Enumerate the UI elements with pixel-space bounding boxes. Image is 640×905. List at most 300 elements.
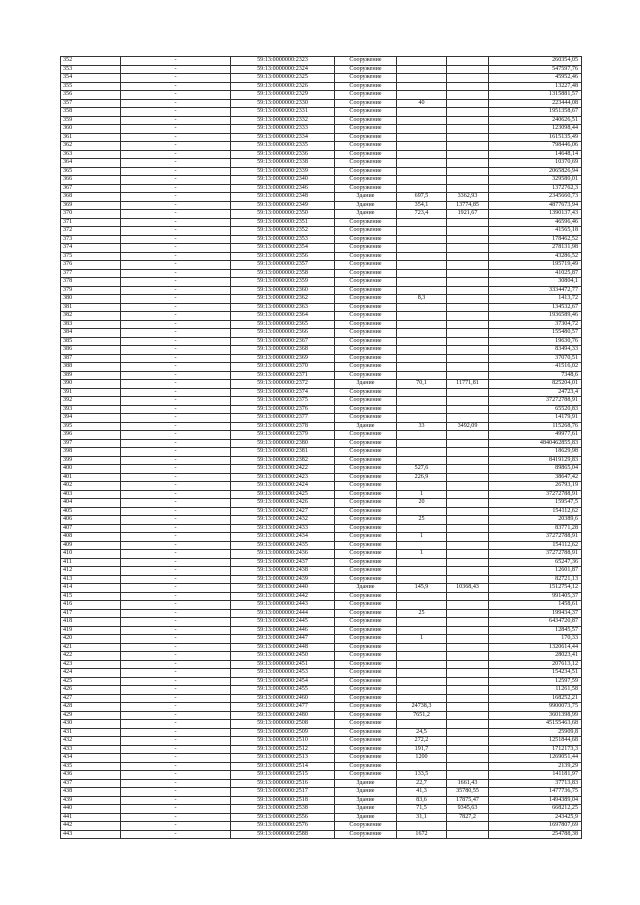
row-number: 386 [61, 346, 121, 355]
unit-cost-value [447, 541, 489, 550]
row-dash: - [121, 805, 231, 814]
unit-cost-value [447, 703, 489, 712]
area-value [397, 65, 447, 74]
unit-cost-value [447, 414, 489, 423]
row-number: 378 [61, 278, 121, 287]
cadastral-value: 83771,28 [489, 524, 582, 533]
row-dash: - [121, 405, 231, 414]
table-row [61, 507, 582, 516]
object-type: Сооружение [335, 830, 397, 839]
row-dash: - [121, 278, 231, 287]
area-value [397, 541, 447, 550]
row-number: 371 [61, 218, 121, 227]
table-row [61, 669, 582, 678]
object-type: Сооружение [335, 516, 397, 525]
cadastral-number: 59:13:0000000:2339 [231, 167, 335, 176]
cadastral-number: 59:13:0000000:2432 [231, 516, 335, 525]
cadastral-value: 89865,04 [489, 465, 582, 474]
row-dash: - [121, 609, 231, 618]
row-number: 392 [61, 397, 121, 406]
table-row [61, 65, 582, 74]
table-row [61, 108, 582, 117]
area-value [397, 57, 447, 66]
cadastral-value: 2139,29 [489, 762, 582, 771]
area-value [397, 482, 447, 491]
area-value [397, 303, 447, 312]
table-row [61, 626, 582, 635]
object-type: Сооружение [335, 720, 397, 729]
unit-cost-value [447, 473, 489, 482]
object-type: Здание [335, 422, 397, 431]
cadastral-value: 1269051,44 [489, 754, 582, 763]
cadastral-number: 59:13:0000000:2445 [231, 618, 335, 627]
cadastral-number: 59:13:0000000:2346 [231, 184, 335, 193]
cadastral-number: 59:13:0000000:2508 [231, 720, 335, 729]
area-value [397, 371, 447, 380]
area-value [397, 618, 447, 627]
row-number: 418 [61, 618, 121, 627]
row-dash: - [121, 601, 231, 610]
cadastral-value: 3601398,99 [489, 711, 582, 720]
row-dash: - [121, 720, 231, 729]
unit-cost-value [447, 643, 489, 652]
cadastral-number: 59:13:0000000:2512 [231, 745, 335, 754]
unit-cost-value [447, 635, 489, 644]
unit-cost-value: 17875,47 [447, 796, 489, 805]
row-number: 396 [61, 431, 121, 440]
unit-cost-value [447, 490, 489, 499]
cadastral-value: 1477736,75 [489, 788, 582, 797]
unit-cost-value [447, 465, 489, 474]
cadastral-number: 59:13:0000000:2353 [231, 235, 335, 244]
table-row [61, 813, 582, 822]
unit-cost-value [447, 609, 489, 618]
row-number: 391 [61, 388, 121, 397]
area-value: 133,5 [397, 771, 447, 780]
cadastral-value: 991405,37 [489, 592, 582, 601]
area-value: 24,5 [397, 728, 447, 737]
row-dash: - [121, 227, 231, 236]
area-value: 70,1 [397, 380, 447, 389]
unit-cost-value [447, 754, 489, 763]
table-row [61, 728, 582, 737]
object-type: Здание [335, 805, 397, 814]
table-row [61, 82, 582, 91]
row-dash: - [121, 431, 231, 440]
row-number: 355 [61, 82, 121, 91]
row-number: 420 [61, 635, 121, 644]
row-dash: - [121, 465, 231, 474]
cadastral-table [60, 56, 582, 839]
area-value: 20 [397, 499, 447, 508]
object-type: Сооружение [335, 652, 397, 661]
object-type: Сооружение [335, 371, 397, 380]
object-type: Сооружение [335, 507, 397, 516]
row-number: 397 [61, 439, 121, 448]
row-number: 411 [61, 558, 121, 567]
cadastral-number: 59:13:0000000:2351 [231, 218, 335, 227]
object-type: Сооружение [335, 184, 397, 193]
row-dash: - [121, 830, 231, 839]
object-type: Сооружение [335, 448, 397, 457]
row-number: 407 [61, 524, 121, 533]
row-dash: - [121, 337, 231, 346]
table-row [61, 431, 582, 440]
cadastral-value: 254788,38 [489, 830, 582, 839]
row-number: 359 [61, 116, 121, 125]
area-value [397, 167, 447, 176]
row-dash: - [121, 584, 231, 593]
cadastral-number: 59:13:0000000:2357 [231, 261, 335, 270]
row-number: 416 [61, 601, 121, 610]
object-type: Сооружение [335, 227, 397, 236]
cadastral-value: 243425,9 [489, 813, 582, 822]
cadastral-value: 11261,58 [489, 686, 582, 695]
cadastral-number: 59:13:0000000:2333 [231, 125, 335, 134]
area-value [397, 439, 447, 448]
object-type: Сооружение [335, 159, 397, 168]
row-dash: - [121, 499, 231, 508]
cadastral-value: 1413,72 [489, 295, 582, 304]
cadastral-number: 59:13:0000000:2323 [231, 57, 335, 66]
unit-cost-value [447, 82, 489, 91]
object-type: Сооружение [335, 592, 397, 601]
area-value [397, 431, 447, 440]
area-value: 723,4 [397, 210, 447, 219]
unit-cost-value [447, 677, 489, 686]
cadastral-number: 59:13:0000000:2451 [231, 660, 335, 669]
unit-cost-value [447, 235, 489, 244]
object-type: Здание [335, 796, 397, 805]
object-type: Сооружение [335, 550, 397, 559]
row-dash: - [121, 771, 231, 780]
area-value: 1200 [397, 754, 447, 763]
row-number: 425 [61, 677, 121, 686]
cadastral-value: 1372762,3 [489, 184, 582, 193]
cadastral-number: 59:13:0000000:2515 [231, 771, 335, 780]
row-number: 421 [61, 643, 121, 652]
row-number: 430 [61, 720, 121, 729]
row-dash: - [121, 82, 231, 91]
unit-cost-value [447, 278, 489, 287]
cadastral-value: 14648,14 [489, 150, 582, 159]
cadastral-value: 12601,87 [489, 567, 582, 576]
table-row [61, 788, 582, 797]
unit-cost-value [447, 320, 489, 329]
table-row [61, 227, 582, 236]
cadastral-value: 1315881,57 [489, 91, 582, 100]
object-type: Сооружение [335, 133, 397, 142]
cadastral-number: 59:13:0000000:2454 [231, 677, 335, 686]
cadastral-value: 798446,06 [489, 142, 582, 151]
area-value: 1 [397, 490, 447, 499]
cadastral-number: 59:13:0000000:2334 [231, 133, 335, 142]
object-type: Сооружение [335, 686, 397, 695]
row-dash: - [121, 363, 231, 372]
row-number: 415 [61, 592, 121, 601]
cadastral-number: 59:13:0000000:2518 [231, 796, 335, 805]
row-dash: - [121, 295, 231, 304]
area-value [397, 677, 447, 686]
table-row [61, 346, 582, 355]
table-row [61, 796, 582, 805]
cadastral-value: 82721,13 [489, 575, 582, 584]
area-value: 226,9 [397, 473, 447, 482]
object-type: Сооружение [335, 728, 397, 737]
row-number: 380 [61, 295, 121, 304]
cadastral-value: 155480,57 [489, 329, 582, 338]
table-row [61, 703, 582, 712]
table-row [61, 261, 582, 270]
row-number: 390 [61, 380, 121, 389]
cadastral-number: 59:13:0000000:2438 [231, 567, 335, 576]
cadastral-value: 159547,5 [489, 499, 582, 508]
unit-cost-value [447, 720, 489, 729]
row-number: 366 [61, 176, 121, 185]
cadastral-value: 24723,4 [489, 388, 582, 397]
table-row [61, 184, 582, 193]
area-value [397, 686, 447, 695]
unit-cost-value [447, 57, 489, 66]
cadastral-value: 45155463,68 [489, 720, 582, 729]
row-dash: - [121, 235, 231, 244]
table-row [61, 660, 582, 669]
object-type: Сооружение [335, 125, 397, 134]
row-dash: - [121, 516, 231, 525]
area-value [397, 575, 447, 584]
object-type: Сооружение [335, 244, 397, 253]
area-value [397, 150, 447, 159]
cadastral-number: 59:13:0000000:2329 [231, 91, 335, 100]
object-type: Сооружение [335, 524, 397, 533]
table-row [61, 490, 582, 499]
table-row [61, 448, 582, 457]
object-type: Сооружение [335, 677, 397, 686]
table-row [61, 762, 582, 771]
unit-cost-value [447, 745, 489, 754]
cadastral-number: 59:13:0000000:2588 [231, 830, 335, 839]
cadastral-value: 28023,41 [489, 652, 582, 661]
table-row [61, 142, 582, 151]
cadastral-value: 7348,6 [489, 371, 582, 380]
object-type: Сооружение [335, 320, 397, 329]
unit-cost-value [447, 822, 489, 831]
cadastral-value: 49977,61 [489, 431, 582, 440]
row-number: 434 [61, 754, 121, 763]
row-number: 442 [61, 822, 121, 831]
cadastral-number: 59:13:0000000:2516 [231, 779, 335, 788]
object-type: Сооружение [335, 286, 397, 295]
row-dash: - [121, 74, 231, 83]
row-dash: - [121, 91, 231, 100]
row-dash: - [121, 99, 231, 108]
cadastral-number: 59:13:0000000:2331 [231, 108, 335, 117]
area-value [397, 567, 447, 576]
cadastral-number: 59:13:0000000:2379 [231, 431, 335, 440]
object-type: Сооружение [335, 354, 397, 363]
object-type: Сооружение [335, 465, 397, 474]
unit-cost-value [447, 439, 489, 448]
cadastral-number: 59:13:0000000:2349 [231, 201, 335, 210]
row-dash: - [121, 252, 231, 261]
table-row [61, 218, 582, 227]
row-number: 432 [61, 737, 121, 746]
unit-cost-value [447, 567, 489, 576]
table-row [61, 822, 582, 831]
object-type: Сооружение [335, 269, 397, 278]
row-dash: - [121, 142, 231, 151]
cadastral-value: 134532,67 [489, 303, 582, 312]
area-value [397, 694, 447, 703]
row-number: 376 [61, 261, 121, 270]
cadastral-value: 20389,6 [489, 516, 582, 525]
unit-cost-value [447, 303, 489, 312]
cadastral-number: 59:13:0000000:2460 [231, 694, 335, 703]
area-value: 697,5 [397, 193, 447, 202]
table-row [61, 329, 582, 338]
row-number: 440 [61, 805, 121, 814]
table-row [61, 295, 582, 304]
row-dash: - [121, 167, 231, 176]
cadastral-number: 59:13:0000000:2352 [231, 227, 335, 236]
unit-cost-value [447, 116, 489, 125]
cadastral-value: 9900073,75 [489, 703, 582, 712]
area-value [397, 660, 447, 669]
unit-cost-value: 7827,2 [447, 813, 489, 822]
unit-cost-value [447, 533, 489, 542]
unit-cost-value [447, 371, 489, 380]
table-row [61, 354, 582, 363]
row-dash: - [121, 116, 231, 125]
cadastral-number: 59:13:0000000:2376 [231, 405, 335, 414]
table-row [61, 286, 582, 295]
row-dash: - [121, 779, 231, 788]
row-dash: - [121, 65, 231, 74]
cadastral-number: 59:13:0000000:2367 [231, 337, 335, 346]
table-row [61, 167, 582, 176]
row-number: 437 [61, 779, 121, 788]
cadastral-number: 59:13:0000000:2455 [231, 686, 335, 695]
area-value [397, 669, 447, 678]
area-value [397, 822, 447, 831]
cadastral-number: 59:13:0000000:2443 [231, 601, 335, 610]
unit-cost-value [447, 261, 489, 270]
cadastral-number: 59:13:0000000:2362 [231, 295, 335, 304]
unit-cost-value [447, 295, 489, 304]
table-row [61, 244, 582, 253]
cadastral-value: 3334472,77 [489, 286, 582, 295]
object-type: Сооружение [335, 660, 397, 669]
cadastral-value: 223444,08 [489, 99, 582, 108]
area-value [397, 329, 447, 338]
table-row [61, 414, 582, 423]
row-dash: - [121, 133, 231, 142]
area-value [397, 286, 447, 295]
table-row [61, 550, 582, 559]
cadastral-value: 37272788,91 [489, 397, 582, 406]
cadastral-value: 10370,69 [489, 159, 582, 168]
area-value [397, 218, 447, 227]
area-value [397, 388, 447, 397]
object-type: Сооружение [335, 176, 397, 185]
cadastral-number: 59:13:0000000:2350 [231, 210, 335, 219]
table-row [61, 541, 582, 550]
row-dash: - [121, 567, 231, 576]
cadastral-value: 154112,62 [489, 507, 582, 516]
area-value: 41,3 [397, 788, 447, 797]
cadastral-value: 825204,01 [489, 380, 582, 389]
cadastral-number: 59:13:0000000:2381 [231, 448, 335, 457]
row-dash: - [121, 201, 231, 210]
object-type: Сооружение [335, 490, 397, 499]
unit-cost-value [447, 652, 489, 661]
area-value [397, 244, 447, 253]
object-type: Сооружение [335, 91, 397, 100]
table-row [61, 711, 582, 720]
row-number: 427 [61, 694, 121, 703]
row-dash: - [121, 626, 231, 635]
row-number: 409 [61, 541, 121, 550]
row-dash: - [121, 388, 231, 397]
area-value [397, 414, 447, 423]
area-value [397, 397, 447, 406]
table-row [61, 320, 582, 329]
row-dash: - [121, 703, 231, 712]
row-number: 361 [61, 133, 121, 142]
unit-cost-value [447, 142, 489, 151]
table-row [61, 575, 582, 584]
row-number: 412 [61, 567, 121, 576]
object-type: Сооружение [335, 558, 397, 567]
object-type: Сооружение [335, 346, 397, 355]
table-row [61, 652, 582, 661]
area-value: 8,3 [397, 295, 447, 304]
object-type: Сооружение [335, 167, 397, 176]
area-value [397, 184, 447, 193]
area-value [397, 116, 447, 125]
area-value [397, 312, 447, 321]
object-type: Сооружение [335, 303, 397, 312]
cadastral-number: 59:13:0000000:2480 [231, 711, 335, 720]
row-number: 389 [61, 371, 121, 380]
area-value: 1 [397, 550, 447, 559]
unit-cost-value [447, 312, 489, 321]
row-dash: - [121, 788, 231, 797]
cadastral-number: 59:13:0000000:2378 [231, 422, 335, 431]
row-dash: - [121, 380, 231, 389]
row-dash: - [121, 456, 231, 465]
cadastral-number: 59:13:0000000:2538 [231, 805, 335, 814]
object-type: Сооружение [335, 694, 397, 703]
cadastral-number: 59:13:0000000:2335 [231, 142, 335, 151]
row-number: 370 [61, 210, 121, 219]
cadastral-number: 59:13:0000000:2442 [231, 592, 335, 601]
row-number: 372 [61, 227, 121, 236]
table-row [61, 397, 582, 406]
row-number: 402 [61, 482, 121, 491]
cadastral-value: 547597,76 [489, 65, 582, 74]
cadastral-number: 59:13:0000000:2359 [231, 278, 335, 287]
area-value: 83,6 [397, 796, 447, 805]
cadastral-value: 26793,19 [489, 482, 582, 491]
area-value: 1 [397, 635, 447, 644]
cadastral-value: 668212,25 [489, 805, 582, 814]
row-number: 369 [61, 201, 121, 210]
cadastral-value: 154112,62 [489, 541, 582, 550]
unit-cost-value [447, 244, 489, 253]
unit-cost-value [447, 337, 489, 346]
document-page [60, 56, 581, 839]
